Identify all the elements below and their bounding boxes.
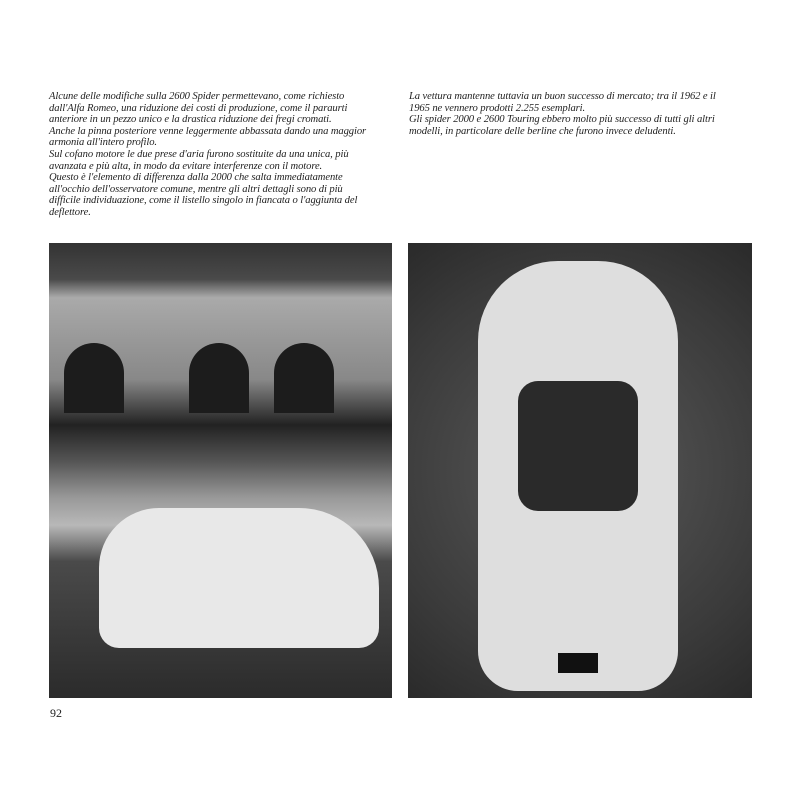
text-line: difficile individuazione, come il listello singolo in fiancata o l'aggiunta del: [49, 195, 358, 207]
text-line: Gli spider 2000 e 2600 Touring ebbero molto più successo di tutti gli altri: [409, 114, 715, 126]
page-number: 92: [50, 706, 62, 720]
text-line: Sul cofano motore le due prese d'aria furono sostituite da una unica, più: [49, 148, 349, 160]
text-line: anteriore in un pezzo unico e la drastica riduzione dei fregi cromati.: [49, 114, 332, 126]
text-line: avanzata e più alta, in modo da evitare interferenze con il motore.: [49, 160, 323, 172]
license-plate: [558, 653, 598, 673]
text-line: 1965 ne vennero prodotti 2.255 esemplari.: [409, 102, 586, 114]
text-line: modelli, in particolare delle berline che furono invece deludenti.: [409, 125, 676, 137]
text-line: armonia all'intero profilo.: [49, 137, 157, 149]
photo-car-top-view: [408, 243, 752, 698]
right-text-column: [409, 91, 754, 137]
text-line: Alcune delle modifiche sulla 2600 Spider permettevano, come richiesto: [49, 91, 345, 102]
text-line: Anche la pinna posteriore venne leggermente abbassata dando una maggior: [49, 125, 367, 137]
photo-car-front-fountain: [49, 243, 392, 698]
text-line: dall'Alfa Romeo, una riduzione dei costi di produzione, come il paraurti: [49, 102, 348, 114]
text-line: all'occhio dell'osservatore comune, mentre gli altri dettagli sono di più: [49, 183, 343, 195]
text-line: deflettore.: [49, 206, 91, 218]
car-image: [99, 508, 379, 648]
fountain-arch: [189, 343, 249, 413]
fountain-arch: [64, 343, 124, 413]
left-text-column: [49, 91, 394, 219]
car-cockpit: [518, 381, 638, 511]
text-line: La vettura mantenne tuttavia un buon successo di mercato; tra il 1962 e il: [409, 91, 716, 102]
text-line: Questo è l'elemento di differenza dalla 2000 che salta immediatamente: [49, 172, 343, 184]
car-image: [478, 261, 678, 691]
fountain-arch: [274, 343, 334, 413]
